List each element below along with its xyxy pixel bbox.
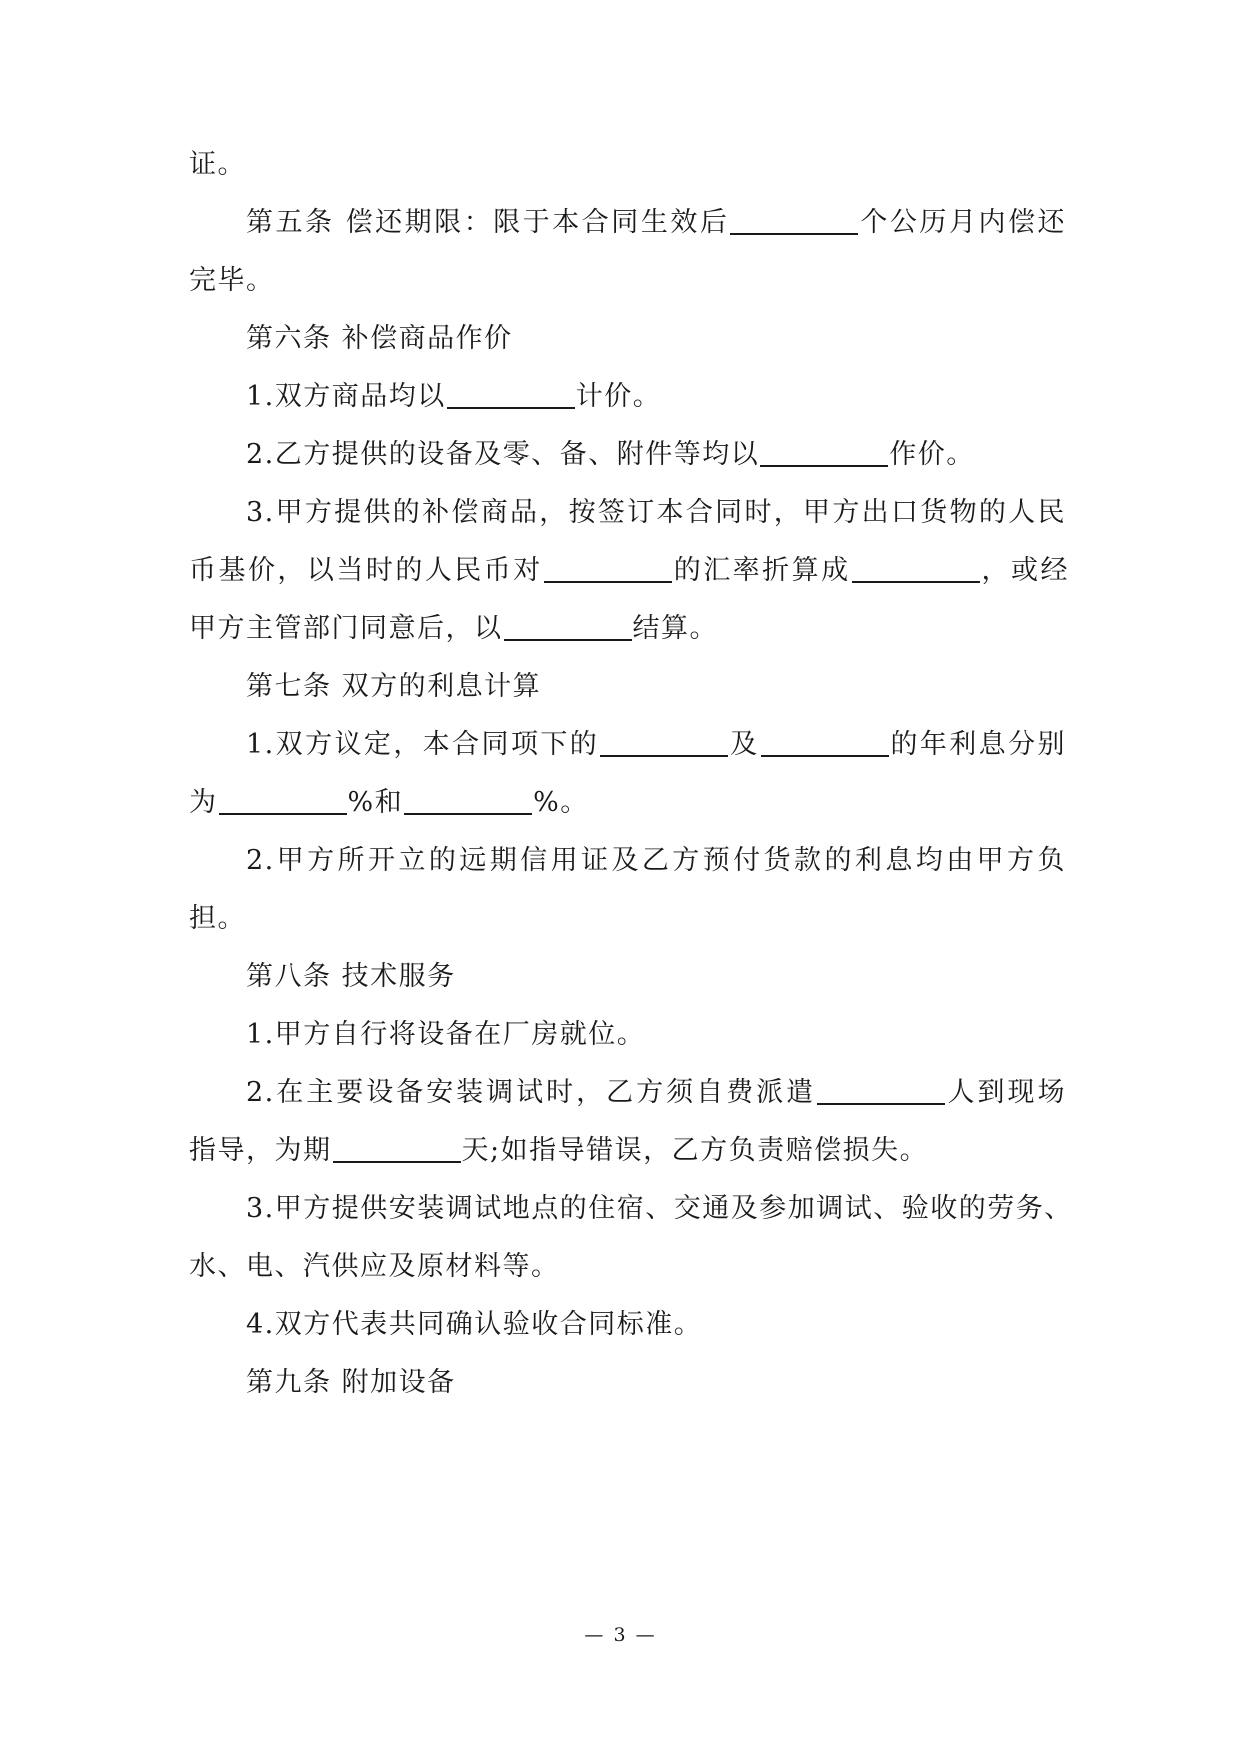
article-8-item-3-line-2: 水、电、汽供应及原材料等。 [189,1251,560,1282]
fill-blank [404,785,532,815]
article-8-item-2-line-1: 2.在主要设备安装调试时，乙方须自费派遣 人到现场 [246,1077,1067,1108]
article-9-heading: 第九条 附加设备 [246,1367,456,1398]
fill-blank [333,1133,461,1163]
article-7-heading: 第七条 双方的利息计算 [246,671,542,702]
paragraph-line: 证。 [189,149,246,180]
fill-blank [447,379,575,409]
fill-blank [219,785,347,815]
article-7-item-2-line-2: 担。 [189,903,246,934]
page-number: — 3 — [584,1624,657,1646]
article-6-item-1: 1.双方商品均以 计价。 [246,381,662,412]
article-7-item-2-line-1: 2.甲方所开立的远期信用证及乙方预付货款的利息均由甲方负 [246,845,1066,876]
article-6-heading: 第六条 补偿商品作价 [246,323,513,354]
article-7-item-1-line-2: 为 %和 %。 [189,787,589,818]
fill-blank [600,727,728,757]
article-5-line-1: 第五条 偿还期限：限于本合同生效后 个公历月内偿还 [246,207,1066,238]
fill-blank [760,437,888,467]
article-6-item-2: 2.乙方提供的设备及零、备、附件等均以 作价。 [246,439,975,470]
article-8-item-3-line-1: 3.甲方提供安装调试地点的住宿、交通及参加调试、验收的劳务、 [246,1193,1073,1224]
fill-blank [817,1075,945,1105]
fill-blank [852,553,980,583]
article-5-line-2: 完毕。 [189,265,275,296]
article-6-item-3-line-3: 甲方主管部门同意后，以 结算。 [189,613,718,644]
article-8-item-1: 1.甲方自行将设备在厂房就位。 [246,1019,646,1050]
fill-blank [761,727,889,757]
article-8-item-2-line-2: 指导，为期 天;如指导错误，乙方负责赔偿损失。 [189,1135,929,1166]
article-8-item-4: 4.双方代表共同确认验收合同标准。 [246,1309,703,1340]
article-7-item-1-line-1: 1.双方议定，本合同项下的 及 的年利息分别 [246,729,1067,760]
fill-blank [730,205,858,235]
article-6-item-3-line-2: 币基价，以当时的人民币对 的汇率折算成 ，或经 [189,555,1070,586]
fill-blank [504,611,632,641]
article-6-item-3-line-1: 3.甲方提供的补偿商品，按签订本合同时，甲方出口货物的人民 [246,497,1066,528]
fill-blank [544,553,672,583]
article-8-heading: 第八条 技术服务 [246,961,456,992]
